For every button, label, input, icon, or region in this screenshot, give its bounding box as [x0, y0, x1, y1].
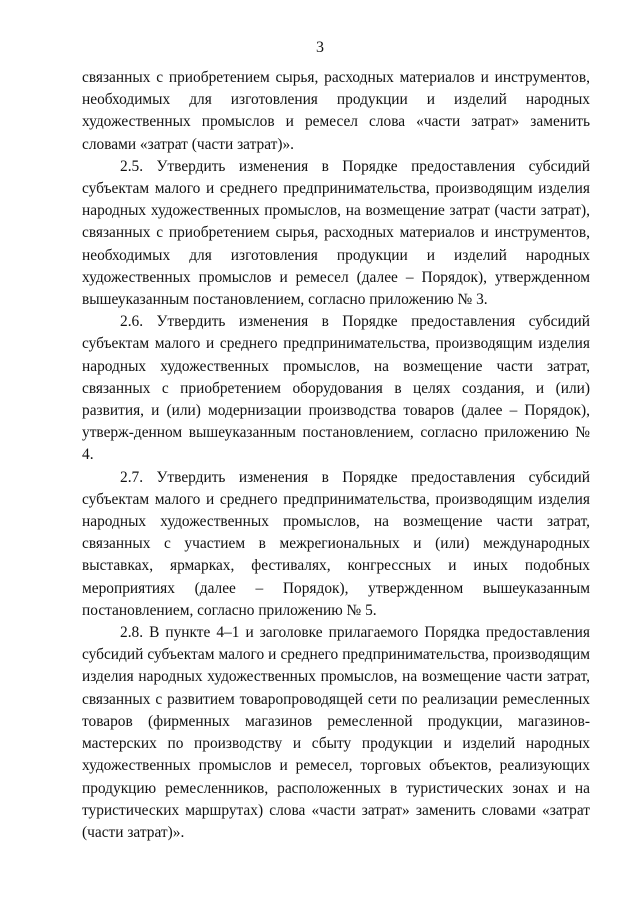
paragraph-2-5: 2.5. Утвердить изменения в Порядке предоставления субсидий субъектам малого и среднего предпринимательства, производящим изделия народных художественных промыслов, на возмещение затрат (части затрат), связанных с приобретением сырья, расходных материалов и инструментов, необходимых для изготовления продукции и изделий народных художественных промыслов и ремесел (далее – Порядок), утвержденном вышеуказанным постановлением, согласно приложению № 3. [82, 157, 590, 309]
document-body [82, 67, 590, 844]
page-number: 3 [316, 39, 324, 56]
paragraph-2-7: 2.7. Утвердить изменения в Порядке предоставления субсидий субъектам малого и среднего предпринимательства, производящим изделия народных художественных промыслов, на возмещение части затрат, связанных с участием в межрегиональных и (или) международных выставках, ярмарках, фестивалях, конгрессных и иных подобных мероприятиях (далее – Порядок), утвержденном вышеуказанным постановлением, согласно приложению № 5. [82, 468, 590, 619]
paragraph-2-6: 2.6. Утвердить изменения в Порядке предоставления субсидий субъектам малого и среднего предпринимательства, производящим изделия народных художественных промыслов, на возмещение части затрат, связанных с приобретением оборудования в целях создания, и (или) развития, и (или) модернизации производства товаров (далее – Порядок), утверж-денном вышеуказанным постановлением, согласно приложению № 4. [82, 313, 590, 464]
paragraph-2-8: 2.8. В пункте 4–1 и заголовке прилагаемого Порядка предоставления субсидий субъектам малого и среднего предпринимательства, производящим изделия народных художественных промыслов, на возмещение части затрат, связанных с развитием товаропроводящей сети по реализации ремесленных товаров (фирменных магазинов ремесленной продукции, магазинов-мастерских по производству и сбыту продукции и изделий народных художественных промыслов и ремесел, торговых объектов, реализующих продукцию ремесленников, расположенных в туристических зонах и на туристических маршрутах) слова «части затрат» заменить словами «затрат (части затрат)». [82, 624, 590, 841]
paragraph-continuation: связанных с приобретением сырья, расходных материалов и инструментов, необходимых для изготовления продукции и изделий народных художественных промыслов и ремесел слова «части затрат» заменить словами «затрат (части затрат)». [82, 69, 590, 153]
